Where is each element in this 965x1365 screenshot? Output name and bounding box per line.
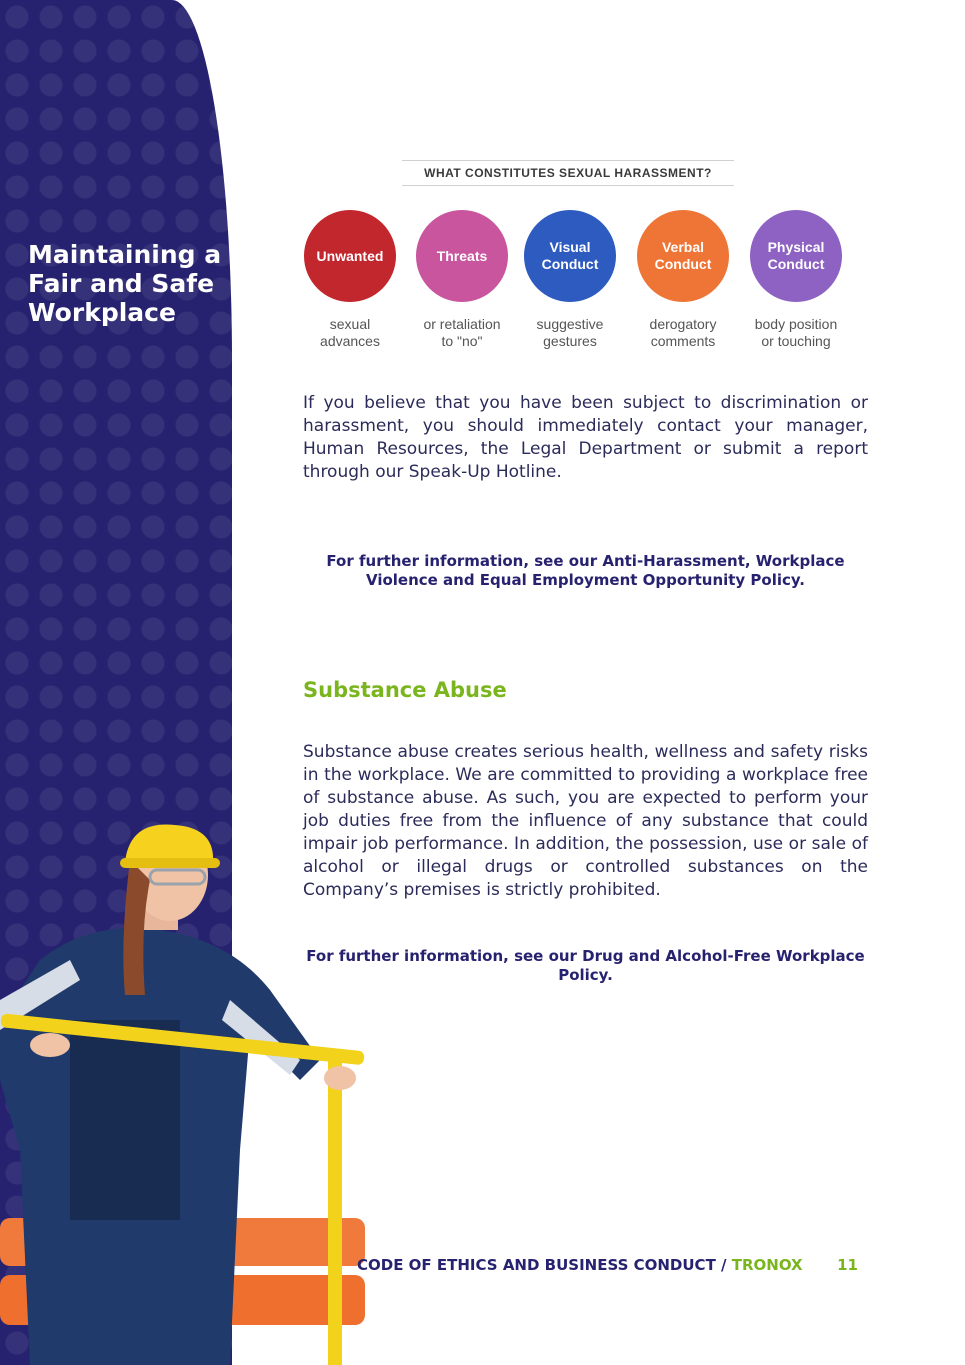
category-caption: body position or touching (754, 316, 838, 349)
page-footer (357, 1256, 862, 1276)
footer-brand: TRONOX (731, 1256, 803, 1274)
category-caption: or retaliation to "no" (423, 316, 501, 349)
harassment-paragraph: If you believe that you have been subject to discrimination or harassment, you should immediately contact your manager, Human Resources, the Legal Department or submit a report through our Speak-Up Hotline. (303, 393, 868, 482)
category-unwanted (290, 210, 410, 350)
category-visual-conduct (510, 210, 630, 350)
infographic-title: WHAT CONSTITUTES SEXUAL HARASSMENT? (402, 160, 734, 186)
harassment-categories (290, 210, 860, 350)
page-number: 11 (837, 1256, 858, 1274)
harassment-policy-note: For further information, see our Anti-Harassment, Workplace Violence and Equal Employment Opportunity Policy. (326, 552, 845, 589)
category-verbal-conduct (623, 210, 743, 350)
category-circle: Threats (416, 210, 508, 302)
category-circle: Visual Conduct (524, 210, 616, 302)
category-caption: sexual advances (320, 316, 380, 349)
substance-policy-note: For further information, see our Drug and Alcohol-Free Workplace Policy. (306, 947, 865, 984)
footer-doc-title: CODE OF ETHICS AND BUSINESS CONDUCT / (357, 1256, 732, 1274)
section-title: Maintaining a Fair and Safe Workplace (28, 240, 222, 327)
substance-abuse-heading: Substance Abuse (303, 678, 507, 702)
category-threats (402, 210, 522, 350)
category-circle: Unwanted (304, 210, 396, 302)
category-circle: Verbal Conduct (637, 210, 729, 302)
category-caption: suggestive gestures (536, 316, 604, 349)
category-caption: derogatory comments (649, 316, 717, 349)
category-circle: Physical Conduct (750, 210, 842, 302)
substance-abuse-paragraph: Substance abuse creates serious health, wellness and safety risks in the workplace. We are committed to providing a workplace free of substance abuse. As such, you are expected to perform your job duties free from the influence of any substance that could impair job performance. In addition, the possession, use or sale of alcohol or illegal drugs or controlled substances on the Company’s premises is strictly prohibited. (303, 742, 868, 900)
category-physical-conduct (736, 210, 856, 350)
